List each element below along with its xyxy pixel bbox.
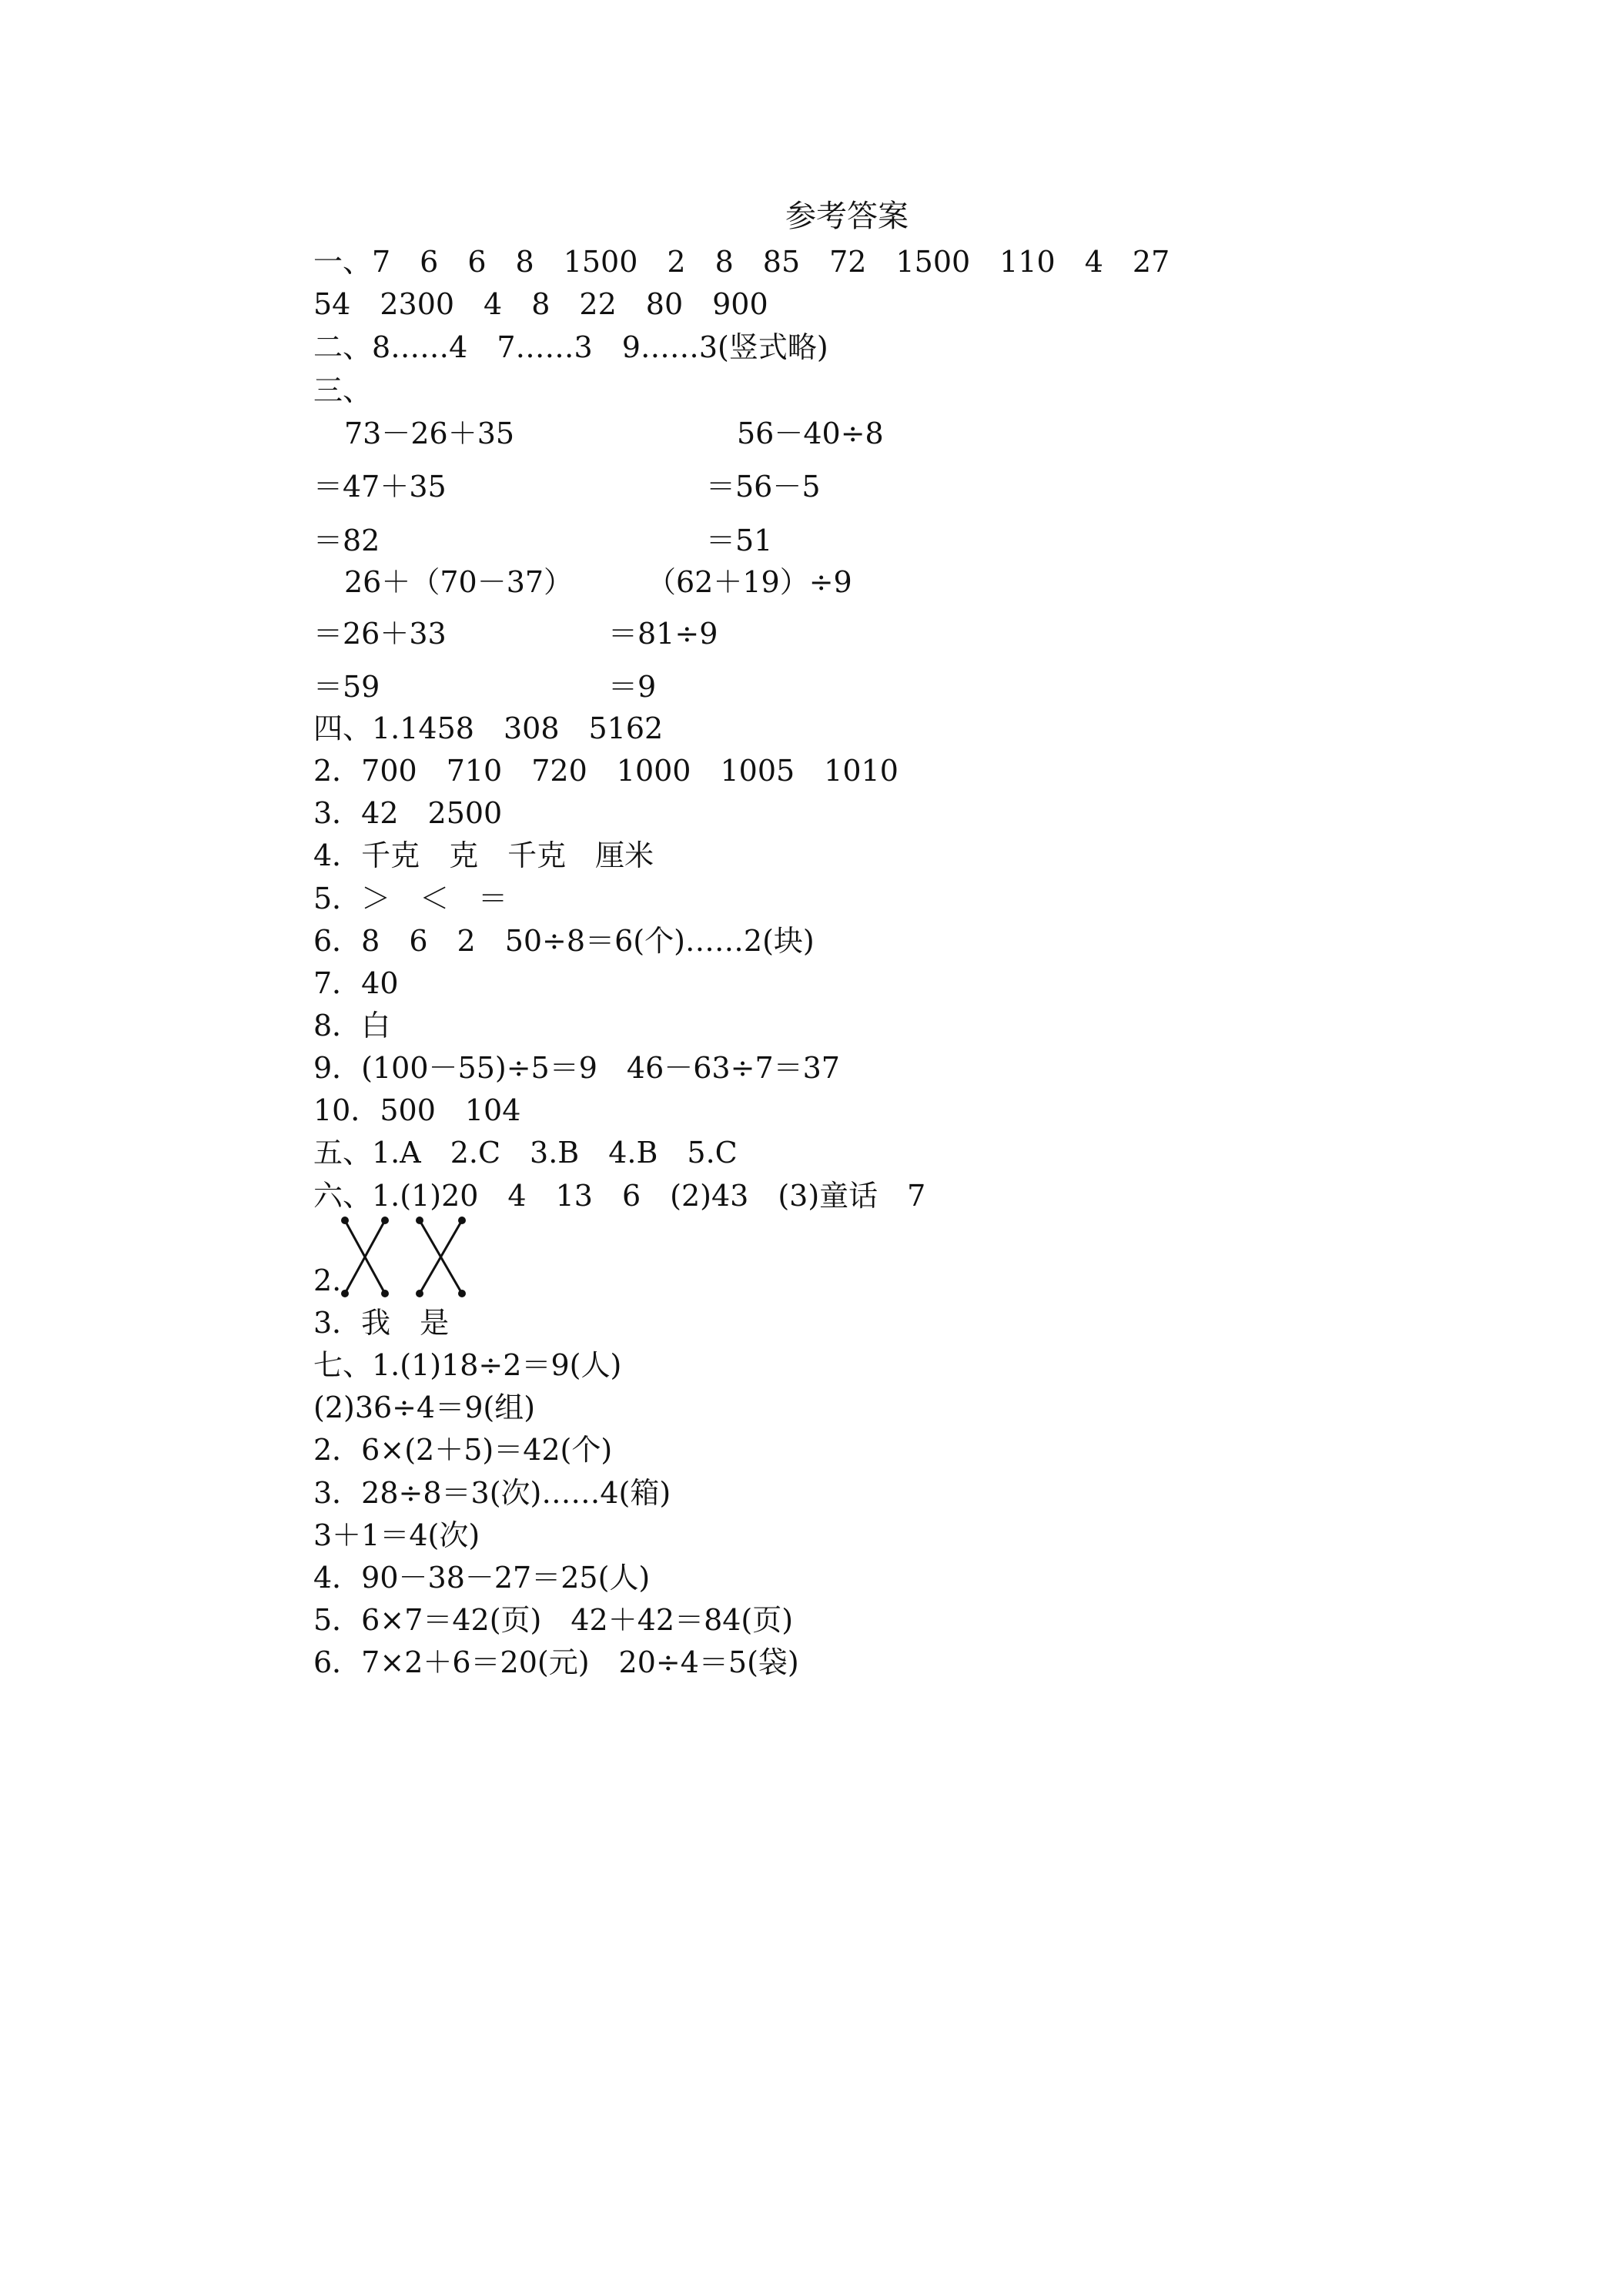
answer-part-6-q2-label: 2. (313, 1263, 342, 1297)
answer-part-7-q5: 5．6×7＝42(页) 42＋42＝84(页) (313, 1603, 794, 1637)
answer-part-7-q3-2: 3＋1＝4(次) (313, 1518, 480, 1552)
calc-b-step-2: ＝56－5 (706, 470, 821, 504)
matching-lines-diagram (339, 1213, 477, 1305)
answer-part-4-q1: 四、1.1458 308 5162 (313, 711, 664, 745)
calc-a-step-3: ＝82 (313, 524, 380, 557)
calc-b-step-3: ＝51 (706, 524, 773, 557)
calc-c-step-3: ＝59 (313, 670, 380, 704)
answer-part-4-q6: 6．8 6 2 50÷8＝6(个)……2(块) (313, 924, 815, 958)
answer-part-4-q3: 3．42 2500 (313, 796, 503, 830)
calc-d-step-1: （62＋19）÷9 (647, 565, 852, 599)
calc-b-step-1: 56－40÷8 (737, 417, 884, 450)
match-dot (381, 1217, 389, 1224)
answer-part-7-q4: 4．90－38－27＝25(人) (313, 1561, 651, 1595)
answer-part-7-q6: 6．7×2＋6＝20(元) 20÷4＝5(袋) (313, 1645, 799, 1679)
answer-part-4-q4: 4．千克 克 千克 厘米 (313, 838, 654, 872)
calc-d-step-3: ＝9 (608, 670, 657, 704)
answer-part-6-q1: 六、1.(1)20 4 13 6 (2)43 (3)童话 7 (313, 1179, 926, 1213)
page-title: 参考答案 (785, 199, 909, 234)
match-dot (341, 1290, 349, 1297)
calc-d-step-2: ＝81÷9 (608, 617, 718, 651)
answer-part-2: 二、8……4 7……3 9……3(竖式略) (313, 330, 828, 364)
answer-part-6-q3: 3．我 是 (313, 1306, 450, 1340)
answer-part-4-q10: 10．500 104 (313, 1093, 521, 1127)
match-dot (341, 1217, 349, 1224)
answer-part-7-q1-2: (2)36÷4＝9(组) (313, 1391, 536, 1424)
answer-part-1-line-2: 54 2300 4 8 22 80 900 (313, 287, 768, 321)
answer-part-7-q1-1: 七、1.(1)18÷2＝9(人) (313, 1348, 622, 1382)
calc-c-step-1: 26＋（70－37） (344, 565, 574, 599)
calc-a-step-1: 73－26＋35 (344, 417, 515, 450)
answer-part-4-q7: 7．40 (313, 966, 399, 1000)
match-dot (458, 1290, 466, 1297)
answer-part-4-q2: 2．700 710 720 1000 1005 1010 (313, 754, 899, 788)
answer-part-1-line-1: 一、7 6 6 8 1500 2 8 85 72 1500 110 4 27 (313, 245, 1170, 279)
match-dot (458, 1217, 466, 1224)
answer-part-7-q2: 2．6×(2＋5)＝42(个) (313, 1433, 613, 1467)
match-dot (416, 1217, 423, 1224)
answer-part-4-q9: 9．(100－55)÷5＝9 46－63÷7＝37 (313, 1051, 840, 1085)
calc-a-step-2: ＝47＋35 (313, 470, 447, 504)
answer-part-7-q3-1: 3．28÷8＝3(次)……4(箱) (313, 1476, 671, 1510)
match-dot (416, 1290, 423, 1297)
answer-part-3-heading: 三、 (313, 373, 373, 407)
answer-part-5: 五、1.A 2.C 3.B 4.B 5.C (313, 1136, 738, 1170)
calc-c-step-2: ＝26＋33 (313, 617, 447, 651)
match-dot (381, 1290, 389, 1297)
answer-part-4-q8: 8．白 (313, 1009, 391, 1043)
answer-part-4-q5: 5．＞ ＜ ＝ (313, 882, 508, 915)
